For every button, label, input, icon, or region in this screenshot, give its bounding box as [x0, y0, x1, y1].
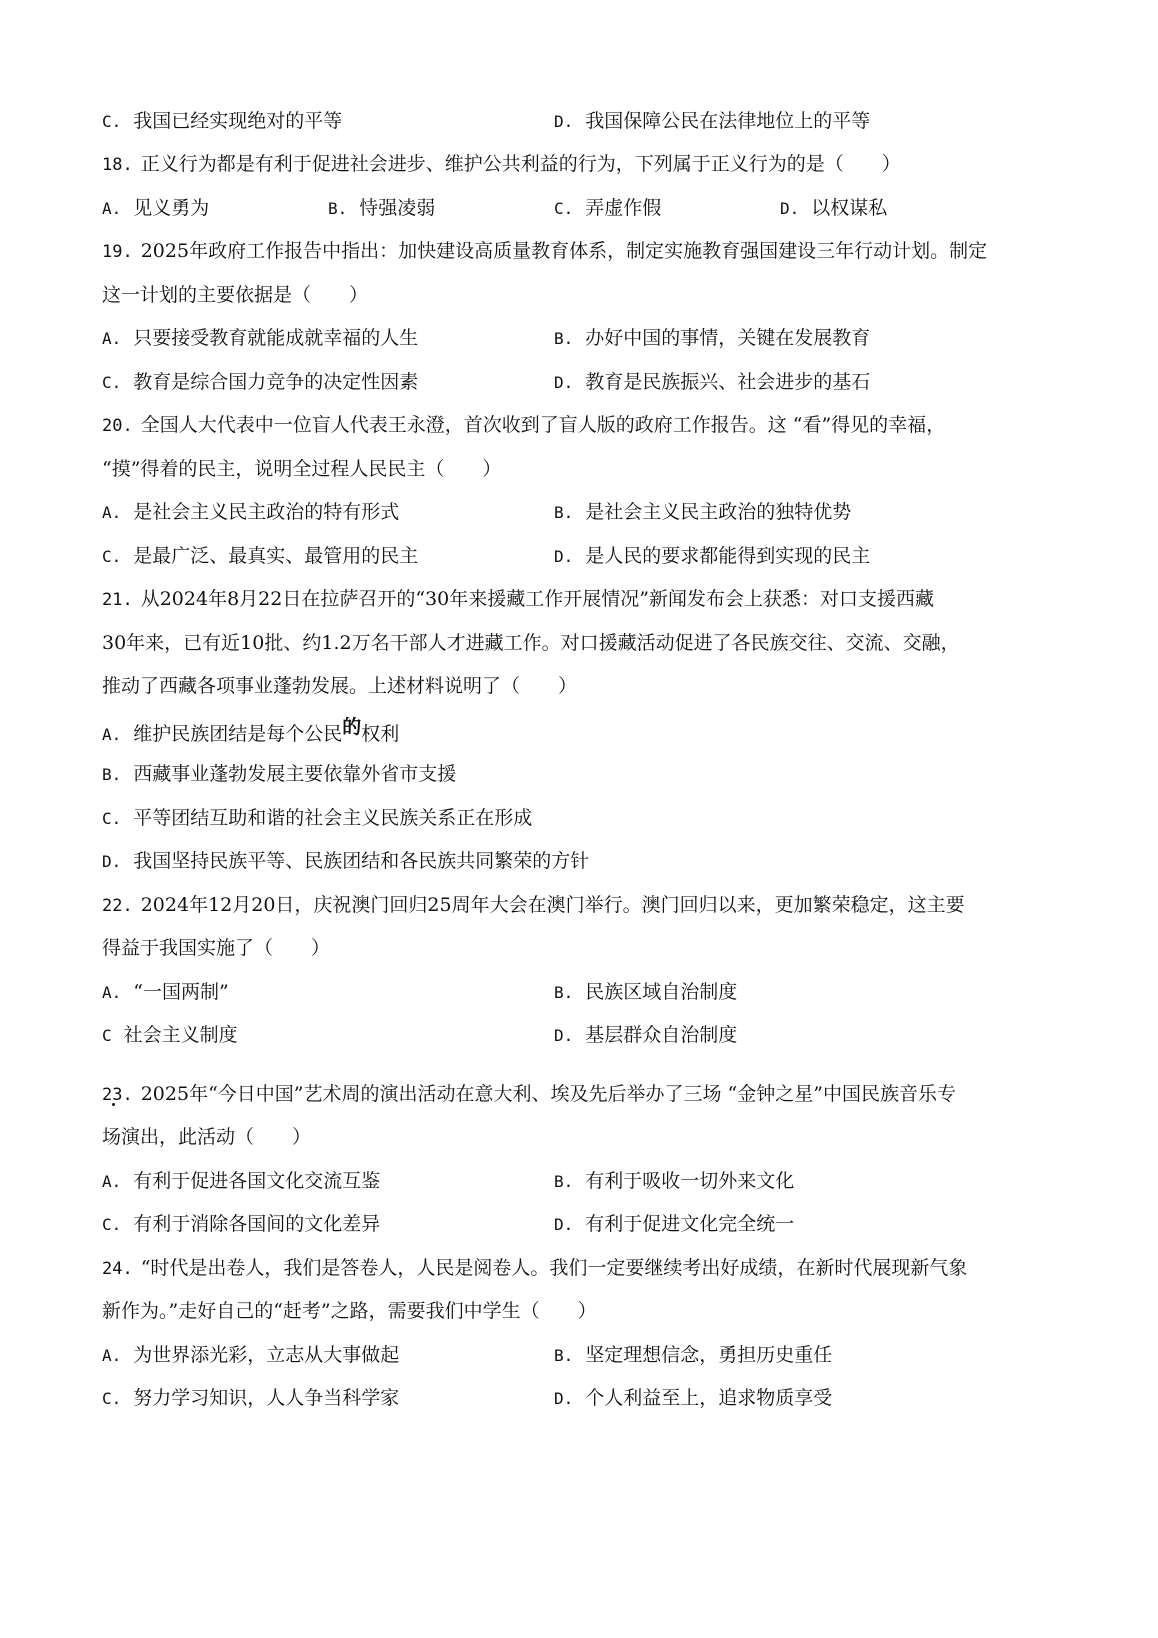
q20-option-c: C. 是最广泛、最真实、最管用的民主	[102, 545, 419, 567]
q18-option-b: B. 恃强凌弱	[328, 197, 436, 219]
q23-option-d: D. 有利于促进文化完全统一	[554, 1213, 795, 1235]
q22-option-d: D. 基层群众自治制度	[554, 1024, 738, 1046]
q23-stem-line2: 场演出，此活动（ ）	[102, 1126, 312, 1148]
q19-option-c: C. 教育是综合国力竞争的决定性因素	[102, 371, 419, 393]
q24-option-a: A. 为世界添光彩，立志从大事做起	[102, 1344, 400, 1366]
q18-stem: 18. 正义行为都是有利于促进社会进步、维护公共利益的行为，下列属于正义行为的是（ ）	[102, 153, 901, 175]
q20-option-b: B. 是社会主义民主政治的独特优势	[554, 501, 852, 523]
q21-stem-line2: 30年来，已有近10批、约1.2万名干部人才进藏工作。对口援藏活动促进了各民族交往、交流、交融，	[102, 632, 960, 654]
q22-option-a: A. “一国两制”	[102, 981, 229, 1003]
q18-option-d: D. 以权谋私	[780, 197, 888, 219]
q19-stem-line1: 19. 2025年政府工作报告中指出：加快建设高质量教育体系，制定实施教育强国建设三年行动计划。制定	[102, 240, 988, 262]
q19-option-b: B. 办好中国的事情，关键在发展教育	[554, 327, 871, 349]
q17-option-c: C. 我国已经实现绝对的平等	[102, 110, 343, 132]
q23-option-c: C. 有利于消除各国间的文化差异	[102, 1213, 381, 1235]
q21-stem-line1: 21. 从2024年8月22日在拉萨召开的“30年来援藏工作开展情况”新闻发布会上获悉：对口支援西藏	[102, 588, 934, 610]
q21-option-d: D. 我国坚持民族平等、民族团结和各民族共同繁荣的方针	[102, 850, 590, 872]
q20-option-a: A. 是社会主义民主政治的特有形式	[102, 501, 400, 523]
q21-option-c: C. 平等团结互助和谐的社会主义民族关系正在形成	[102, 807, 533, 829]
q22-option-c: C 社会主义制度	[102, 1024, 238, 1046]
q21-stem-line3: 推动了西藏各项事业蓬勃发展。上述材料说明了（ ）	[102, 675, 578, 697]
q24-option-b: B. 坚定理想信念，勇担历史重任	[554, 1344, 833, 1366]
q19-option-a: A. 只要接受教育就能成就幸福的人生	[102, 327, 419, 349]
q19-option-d: D. 教育是民族振兴、社会进步的基石	[554, 371, 871, 393]
q22-stem-line1: 22. 2024年12月20日，庆祝澳门回归25周年大会在澳门举行。澳门回归以来，更加繁荣稳定，这主要	[102, 894, 965, 916]
q24-option-c: C. 努力学习知识，人人争当科学家	[102, 1387, 400, 1409]
q19-stem-line2: 这一计划的主要依据是（ ）	[102, 284, 369, 306]
q21-option-a: A. 维护民族团结是每个公民的权利	[102, 716, 400, 745]
q23-stem-line1: 23. 2025年“今日中国”艺术周的演出活动在意大利、埃及先后举办了三场 “金钟之星”中国民族音乐专	[102, 1083, 956, 1105]
q24-option-d: D. 个人利益至上，追求物质享受	[554, 1387, 833, 1409]
q22-stem-line2: 得益于我国实施了（ ）	[102, 937, 331, 959]
q20-stem-line2: “摸”得着的民主，说明全过程人民民主（ ）	[102, 458, 502, 480]
q23-option-a: A. 有利于促进各国文化交流互鉴	[102, 1170, 381, 1192]
q20-option-d: D. 是人民的要求都能得到实现的民主	[554, 545, 871, 567]
q21-option-b: B. 西藏事业蓬勃发展主要依靠外省市支援	[102, 763, 457, 785]
q18-option-a: A. 见义勇为	[102, 197, 210, 219]
q17-option-d: D. 我国保障公民在法律地位上的平等	[554, 110, 871, 132]
q23-option-b: B. 有利于吸收一切外来文化	[554, 1170, 795, 1192]
q18-option-c: C. 弄虚作假	[554, 197, 662, 219]
q22-option-b: B. 民族区域自治制度	[554, 981, 738, 1003]
q24-stem-line2: 新作为。”走好自己的“赶考”之路，需要我们中学生（ ）	[102, 1300, 597, 1322]
q24-stem-line1: 24. “时代是出卷人，我们是答卷人，人民是阅卷人。我们一定要继续考出好成绩，在新时代展现新气象	[102, 1257, 968, 1279]
q20-stem-line1: 20. 全国人大代表中一位盲人代表王永澄，首次收到了盲人版的政府工作报告。这 “看”得见的幸福，	[102, 414, 946, 436]
